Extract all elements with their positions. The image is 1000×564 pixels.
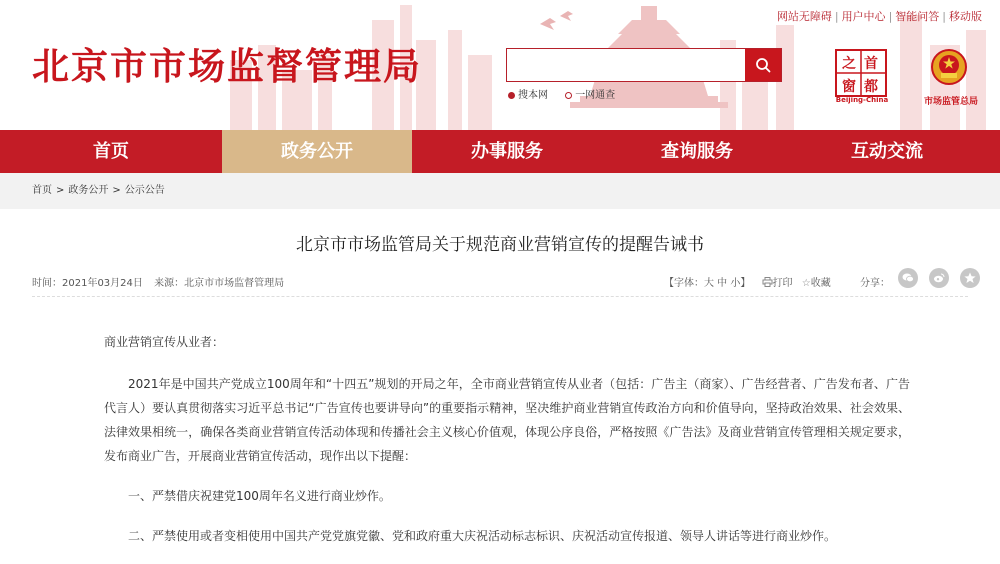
qzone-share-icon[interactable] bbox=[960, 268, 980, 288]
top-link-mobile[interactable]: 移动版 bbox=[949, 10, 982, 23]
breadcrumb-separator: > bbox=[112, 185, 121, 196]
star-icon: ☆ bbox=[801, 278, 811, 289]
article-title: 北京市市场监管局关于规范商业营销宣传的提醒告诫书 bbox=[296, 235, 704, 255]
nav-services[interactable]: 办事服务 bbox=[471, 141, 543, 162]
article-tools bbox=[664, 274, 831, 289]
print-label: 打印 bbox=[772, 278, 793, 289]
weibo-share-icon[interactable] bbox=[929, 268, 949, 288]
main-nav bbox=[0, 130, 1000, 173]
radio-selected-icon bbox=[508, 92, 515, 99]
article-time: 时间：2021年03月24日 bbox=[32, 278, 143, 289]
favorite-button[interactable] bbox=[802, 278, 831, 289]
logo-char-4: 窗 bbox=[842, 79, 856, 95]
article-paragraph: 二、严禁使用或者变相使用中国共产党党旗党徽、党和政府重大庆祝活动标志标识、庆祝活动宣传报道、领导人讲话等进行商业炒作。 bbox=[128, 529, 837, 543]
qzone-star-icon bbox=[964, 272, 976, 284]
top-link-user-center[interactable]: 用户中心 bbox=[841, 10, 886, 23]
logo-char-3: 之 bbox=[842, 56, 856, 72]
printer-icon bbox=[762, 277, 773, 287]
search-box bbox=[506, 48, 782, 82]
breadcrumb bbox=[0, 173, 1000, 209]
scope-site-label: 搜本网 bbox=[518, 90, 548, 101]
meta-divider bbox=[32, 296, 968, 297]
print-button[interactable] bbox=[762, 278, 796, 289]
nav-interaction[interactable]: 互动交流 bbox=[851, 141, 923, 162]
favorite-label: 收藏 bbox=[810, 278, 831, 289]
article-salutation: 商业营销宣传从业者： bbox=[104, 335, 225, 349]
font-size-control[interactable]: 【字体：大 中 小】 bbox=[664, 278, 751, 289]
national-emblem-icon[interactable] bbox=[930, 48, 968, 86]
radio-unselected-icon bbox=[565, 92, 572, 99]
scope-all[interactable] bbox=[565, 90, 615, 101]
wechat-share-icon[interactable] bbox=[898, 268, 918, 288]
scope-site[interactable] bbox=[508, 90, 548, 101]
top-links: 网站无障碍 | 用户中心 | 智能问答 | 移动版 bbox=[776, 10, 982, 23]
nav-query[interactable]: 查询服务 bbox=[661, 141, 733, 162]
logo-char-2: 都 bbox=[864, 79, 878, 95]
nav-home[interactable]: 首页 bbox=[93, 141, 129, 162]
article-paragraph: 2021年是中国共产党成立100周年和“十四五”规划的开局之年，全市商业营销宣传从业者（包括：广告主（商家）、广告经营者、广告发布者、广告代言人）要认真贯彻落实习近平总书记“广告宣传也要讲导向”的重要指示精神，坚决维护商业营销宣传政治方向和价值导向，坚持政治效果、社会效果、法律效果相统一，确保各类商业营销宣传活动体现和传播社会主义核心价值观，体现公序良俗，严格按照《广告法》及商业营销宣传管理相关规定要求，发布商业广告，开展商业营销宣传活动，现作出以下提醒： bbox=[104, 377, 910, 463]
emblem-caption: 市场监管总局 bbox=[923, 97, 978, 107]
search-button[interactable] bbox=[745, 49, 781, 81]
breadcrumb-home[interactable]: 首页 bbox=[32, 185, 52, 196]
beijing-logo-caption: Beijing-China bbox=[835, 96, 889, 104]
site-title: 北京市市场监督管理局 bbox=[32, 45, 422, 88]
logo-char-1: 首 bbox=[864, 56, 878, 72]
scope-all-label: 一网通查 bbox=[575, 90, 616, 101]
top-link-accessibility[interactable]: 网站无障碍 bbox=[776, 10, 832, 23]
search-input[interactable] bbox=[507, 49, 745, 81]
search-scope bbox=[508, 86, 629, 101]
nav-government-affairs[interactable]: 政务公开 bbox=[222, 130, 412, 173]
share-label: 分享： bbox=[860, 278, 890, 289]
site-header bbox=[0, 0, 1000, 130]
top-link-smart-qa[interactable]: 智能问答 bbox=[895, 10, 940, 23]
search-icon bbox=[755, 57, 771, 73]
wechat-icon bbox=[902, 273, 914, 283]
breadcrumb-government-affairs[interactable]: 政务公开 bbox=[68, 185, 109, 196]
weibo-icon bbox=[933, 273, 945, 283]
breadcrumb-separator: > bbox=[56, 185, 65, 196]
article-paragraph: 一、严禁借庆祝建党100周年名义进行商业炒作。 bbox=[128, 489, 391, 503]
article-source: 来源：北京市市场监督管理局 bbox=[154, 278, 285, 289]
article-meta bbox=[32, 274, 292, 289]
article-body bbox=[104, 330, 910, 564]
breadcrumb-announcements[interactable]: 公示公告 bbox=[124, 185, 165, 196]
